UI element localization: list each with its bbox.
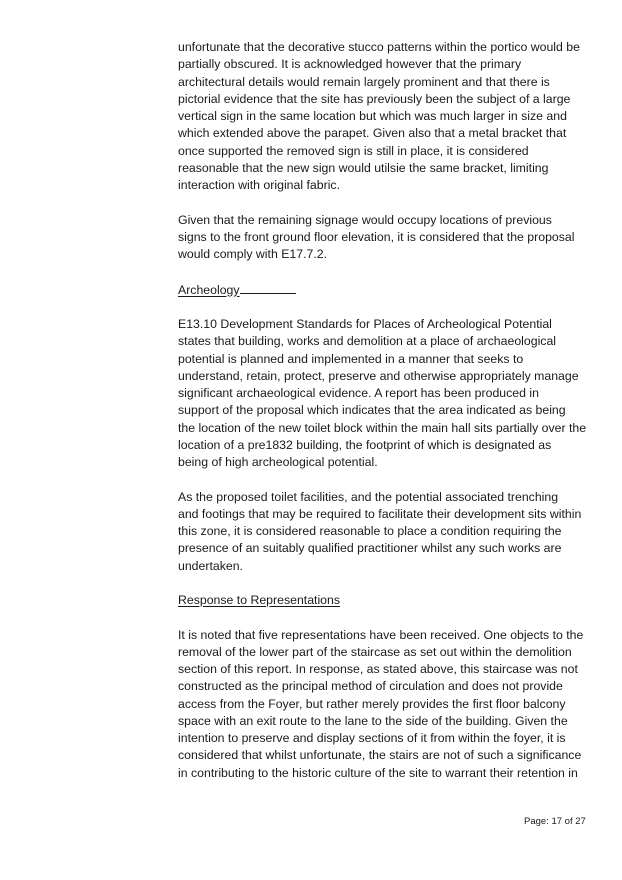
paragraph-gap: [178, 575, 583, 592]
text-line: states that building, works and demolition at a place of archaeological: [178, 334, 557, 349]
text-line: architectural details would remain largely prominent and that there is: [178, 74, 550, 89]
text-line: partially obscured. It is acknowledged however that the primary: [178, 57, 522, 72]
paragraph-gap: [178, 194, 583, 211]
text-line: intention to preserve and display sections of it from within the foyer, it is: [178, 731, 566, 745]
text-line: and footings that may be required to facilitate their development sits within: [178, 506, 582, 521]
text-line: access from the Foyer, but rather merely provides the first floor balcony: [178, 696, 566, 711]
paragraph-signage: [178, 39, 583, 194]
page-number: Page: 17 of 27: [524, 816, 586, 827]
text-line: would comply with E17.7.2.: [178, 247, 328, 261]
text-line: removal of the lower part of the staircase as set out within the demolition: [178, 644, 572, 659]
text-line: E13.10 Development Standards for Places of Archeological Potential: [178, 317, 552, 331]
text-line: location of a pre1832 building, the footprint of which is designated as: [178, 437, 552, 452]
text-line: the location of the new toilet block within the main hall sits partially over the: [178, 420, 587, 435]
text-line: vertical sign in the same location but which was much larger in size and: [178, 109, 567, 123]
document-body: [178, 39, 587, 782]
text-line: As the proposed toilet facilities, and the potential associated trenching: [178, 489, 559, 504]
paragraph-archeology-condition: [178, 489, 583, 575]
text-line: reasonable that the new sign would utilsie the same bracket, limiting: [178, 160, 549, 175]
text-line: It is noted that five representations have been received. One objects to the: [178, 627, 584, 642]
paragraph-signage-compliance: [178, 212, 583, 264]
paragraph-archeology-standards: [178, 316, 587, 471]
paragraph-gap: [178, 471, 583, 488]
section-heading-archeology: [178, 281, 583, 299]
text-line: pictorial evidence that the site has previously been the subject of a large: [178, 91, 571, 106]
text-line: potential is planned and implemented in a manner that seeks to: [178, 351, 524, 366]
text-line: unfortunate that the decorative stucco patterns within the portico would be: [178, 40, 580, 54]
text-line: considered that whilst unfortunate, the stairs are not of such a significance: [178, 748, 582, 763]
text-line: support of the proposal which indicates that the area indicated as being: [178, 403, 566, 418]
text-line: Given that the remaining signage would occupy locations of previous: [178, 212, 552, 227]
heading-text: Response to Representations: [178, 593, 341, 607]
paragraph-gap: [178, 299, 583, 316]
text-line: this zone, it is considered reasonable to place a condition requiring the: [178, 524, 562, 538]
heading-text: Archeology: [178, 282, 240, 297]
paragraph-representations: [178, 627, 583, 782]
text-line: being of high archeological potential.: [178, 455, 378, 469]
text-line: in contributing to the historic culture of the site to warrant their retention in: [178, 765, 578, 780]
heading-underline-fill: [240, 281, 296, 294]
text-line: space with an exit route to the lane to the side of the building. Given the: [178, 713, 568, 728]
text-line: undertaken.: [178, 558, 243, 573]
text-line: understand, retain, protect, preserve and otherwise appropriately manage: [178, 368, 579, 383]
paragraph-gap: [178, 609, 583, 626]
text-line: interaction with original fabric.: [178, 178, 340, 192]
text-line: section of this report. In response, as stated above, this staircase was not: [178, 662, 578, 676]
text-line: once supported the removed sign is still in place, it is considered: [178, 143, 529, 158]
section-heading-representations: [178, 592, 583, 609]
text-line: which extended above the parapet. Given also that a metal bracket that: [178, 126, 567, 141]
text-line: constructed as the principal method of circulation and does not provide: [178, 679, 563, 694]
text-line: signs to the front ground floor elevation, it is considered that the proposal: [178, 229, 575, 244]
text-line: presence of an suitably qualified practitioner whilst any such works are: [178, 541, 562, 556]
paragraph-gap: [178, 263, 583, 280]
text-line: significant archaeological evidence. A report has been produced in: [178, 386, 539, 400]
